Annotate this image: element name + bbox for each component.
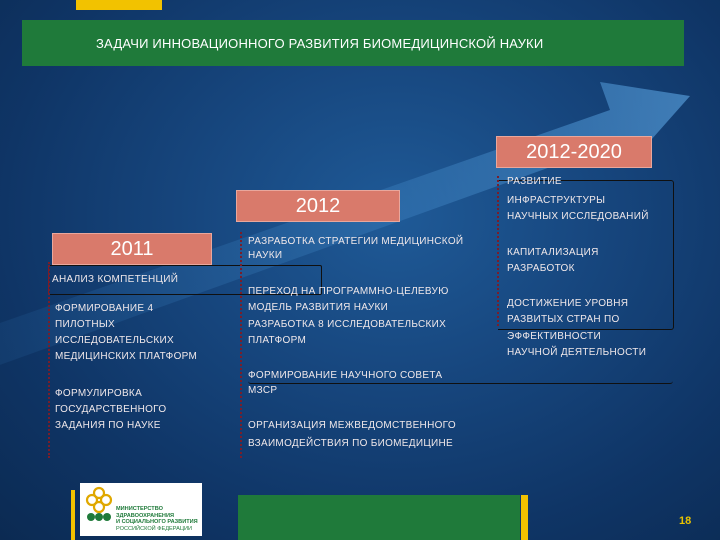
col1-item-7: ГОСУДАРСТВЕННОГО xyxy=(55,404,167,415)
col3-item-6: ДОСТИЖЕНИЕ УРОВНЯ xyxy=(507,298,629,309)
col1-item-6: ФОРМУЛИРОВКА xyxy=(55,388,143,399)
col2-item-6: ПЛАТФОРМ xyxy=(248,335,307,346)
logo-line-3: И СОЦИАЛЬНОГО РАЗВИТИЯ xyxy=(116,519,198,526)
logo-line-2: ЗДРАВООХРАНЕНИЯ xyxy=(116,512,175,519)
year-box-2012-2020: 2012-2020 xyxy=(496,136,652,168)
col2-item-10: ВЗАИМОДЕЙСТВИЯ ПО БИОМЕДИЦИНЕ xyxy=(248,438,454,449)
divider-col3 xyxy=(497,176,499,326)
col1-item-3: ПИЛОТНЫХ xyxy=(55,319,115,330)
divider-col2 xyxy=(240,232,242,458)
col3-item-7: РАЗВИТЫХ СТРАН ПО xyxy=(507,314,620,325)
ministry-emblem-icon xyxy=(82,485,116,529)
col2-item-8: МЗСР xyxy=(248,385,278,396)
ministry-logo xyxy=(80,483,202,536)
col3-item-5: РАЗРАБОТОК xyxy=(507,263,575,274)
col1-item-2: ФОРМИРОВАНИЕ 4 xyxy=(55,303,154,314)
col3-item-9: НАУЧНОЙ ДЕЯТЕЛЬНОСТИ xyxy=(507,347,647,358)
col2-item-7: ФОРМИРОВАНИЕ НАУЧНОГО СОВЕТА xyxy=(248,370,443,381)
col1-item-5: МЕДИЦИНСКИХ ПЛАТФОРМ xyxy=(55,351,198,362)
col2-item-1: РАЗРАБОТКА СТРАТЕГИИ МЕДИЦИНСКОЙ xyxy=(248,236,464,247)
col2-item-9: ОРГАНИЗАЦИЯ МЕЖВЕДОМСТВЕННОГО xyxy=(248,420,456,431)
col3-item-2: ИНФРАСТРУКТУРЫ xyxy=(507,195,606,206)
logo-accent-bar xyxy=(71,490,75,540)
col2-item-4: МОДЕЛЬ РАЗВИТИЯ НАУКИ xyxy=(248,302,389,313)
col1-item-1: АНАЛИЗ КОМПЕТЕНЦИЙ xyxy=(52,274,179,285)
page-title: ЗАДАЧИ ИННОВАЦИОННОГО РАЗВИТИЯ БИОМЕДИЦИНСКОЙ НАУКИ xyxy=(96,36,544,51)
col2-item-3: ПЕРЕХОД НА ПРОГРАММНО-ЦЕЛЕВУЮ xyxy=(248,286,449,297)
divider-col1 xyxy=(48,262,50,458)
col1-item-8: ЗАДАНИЯ ПО НАУКЕ xyxy=(55,420,161,431)
page-number: 18 xyxy=(679,515,692,527)
col3-item-4: КАПИТАЛИЗАЦИЯ xyxy=(507,247,599,258)
logo-subtitle: РОССИЙСКОЙ ФЕДЕРАЦИИ xyxy=(116,526,193,532)
year-box-2012: 2012 xyxy=(236,190,400,222)
col2-item-2: НАУКИ xyxy=(248,250,283,261)
logo-line-1: МИНИСТЕРСТВО xyxy=(116,506,163,512)
col3-item-8: ЭФФЕКТИВНОСТИ xyxy=(507,331,601,342)
top-accent-bar xyxy=(76,0,162,10)
col2-item-5: РАЗРАБОТКА 8 ИССЛЕДОВАТЕЛЬСКИХ xyxy=(248,319,447,330)
col3-item-1: РАЗВИТИЕ xyxy=(507,176,562,187)
col3-item-3: НАУЧНЫХ ИССЛЕДОВАНИЙ xyxy=(507,211,649,222)
year-box-2011: 2011 xyxy=(52,233,212,265)
footer-yellow-bar xyxy=(521,495,528,540)
col1-item-4: ИССЛЕДОВАТЕЛЬСКИХ xyxy=(55,335,174,346)
footer-green-block xyxy=(238,495,520,540)
